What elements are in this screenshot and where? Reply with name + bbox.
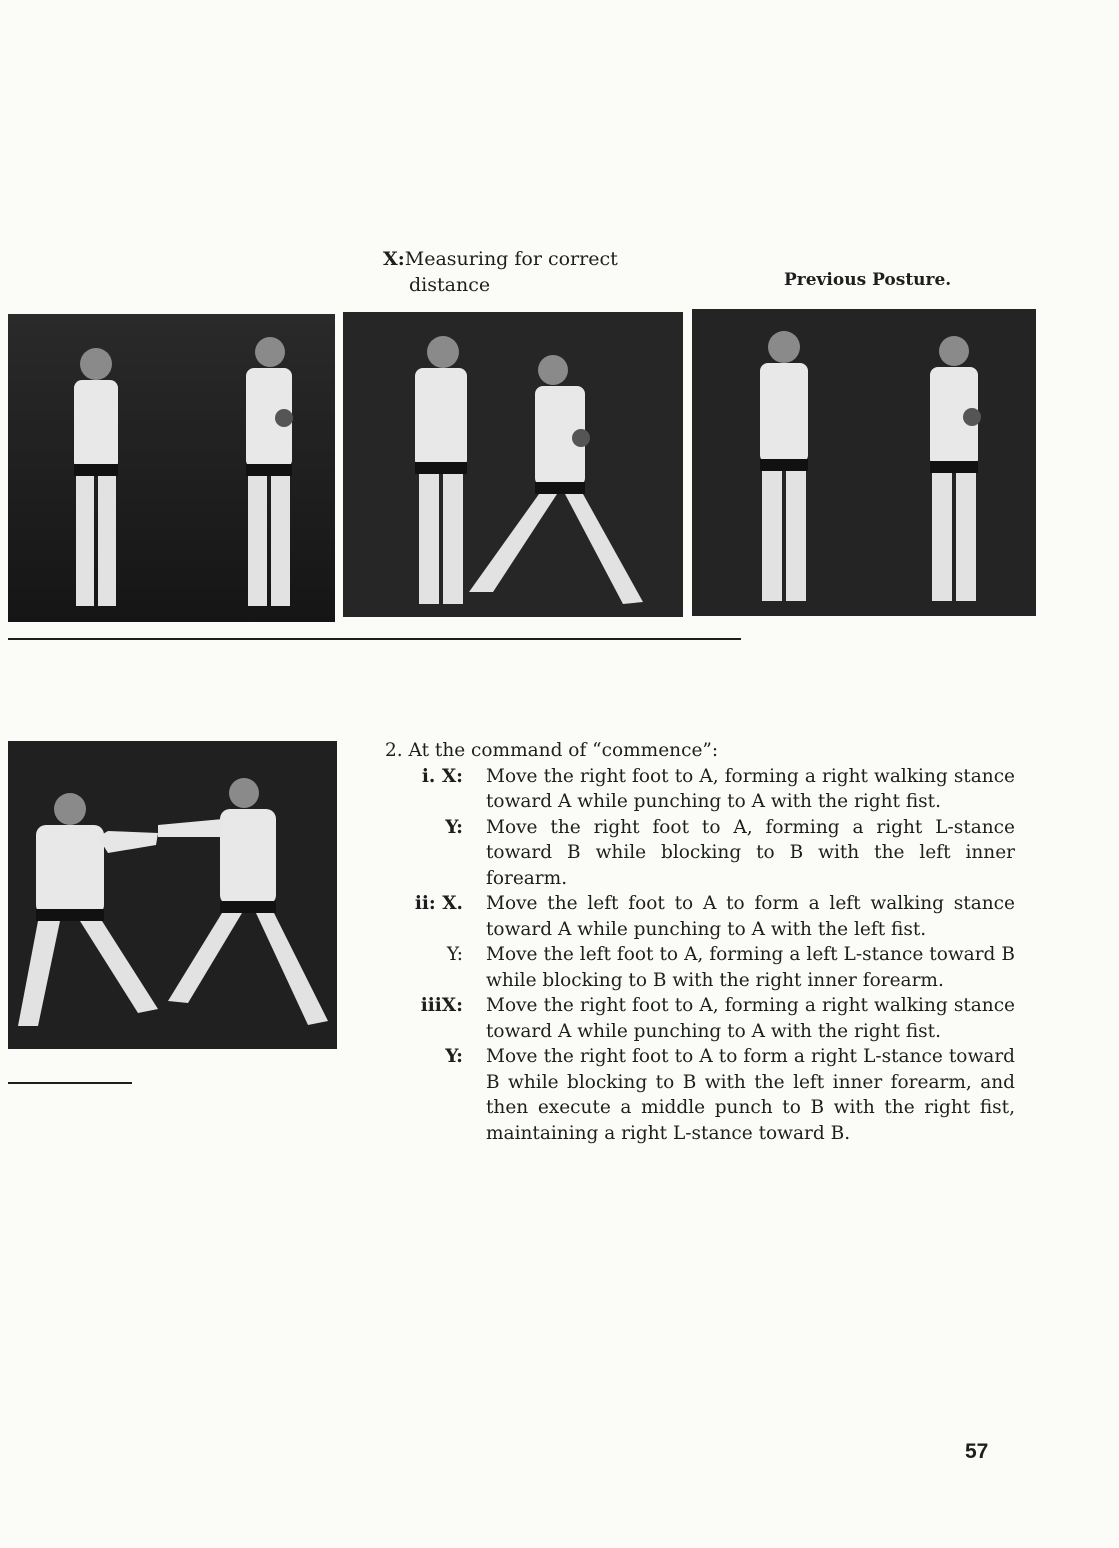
figure-stepping-illustration — [343, 312, 683, 617]
list-item — [385, 764, 1015, 815]
step-label: i. X: — [421, 765, 463, 787]
caption-previous-posture: Previous Posture. — [784, 270, 952, 290]
page-number: 57 — [965, 1440, 989, 1463]
step-label: iiiX: — [420, 995, 463, 1016]
figures-standing-illustration-2 — [692, 309, 1036, 616]
step-text: Move the left foot to A to form a left walking stance toward A while punching to A with the left fist. — [486, 893, 1015, 940]
step-text: Move the right foot to A to form a right L-stance toward B while blocking to B with the left inner forearm, and then execute a middle punch to B with the right fist, maintaining a right L-stance toward B. — [486, 1046, 1015, 1144]
photo-bottom-left — [8, 741, 337, 1049]
list-item — [385, 891, 1015, 942]
step-text: Move the left foot to A, forming a left L-stance toward B while blocking to B with the right inner forearm. — [486, 944, 1015, 991]
list-item — [385, 993, 1015, 1044]
photo-top-middle — [343, 312, 683, 617]
step-text: Move the right foot to A, forming a right L-stance toward B while blocking to B with the left inner forearm. — [486, 816, 1015, 889]
figures-punch-block-illustration — [8, 741, 337, 1049]
step-label: Y: — [446, 944, 463, 965]
divider-bottom — [8, 1082, 132, 1084]
photo-top-left — [8, 314, 335, 622]
list-item — [385, 942, 1015, 993]
step-label: ii: X. — [414, 893, 463, 914]
divider-top — [8, 638, 741, 640]
list-item — [385, 1044, 1015, 1146]
instruction-heading: 2. At the command of “commence”: — [385, 740, 719, 761]
figures-standing-illustration — [8, 314, 335, 622]
step-text: Move the right foot to A, forming a right walking stance toward A while punching to A with the right fist. — [486, 995, 1015, 1042]
step-text: Move the right foot to A, forming a right walking stance toward A while punching to A with the right fist. — [486, 765, 1015, 812]
caption-measuring-line2: distance — [409, 274, 491, 296]
instruction-list — [385, 738, 1015, 1146]
step-label: Y: — [445, 816, 463, 838]
caption-measuring — [383, 246, 618, 298]
list-item — [385, 815, 1015, 892]
caption-measuring-prefix: X: — [383, 248, 405, 270]
photo-top-right — [692, 309, 1036, 616]
step-label: Y: — [445, 1046, 463, 1067]
caption-measuring-line1: Measuring for correct — [404, 248, 618, 270]
